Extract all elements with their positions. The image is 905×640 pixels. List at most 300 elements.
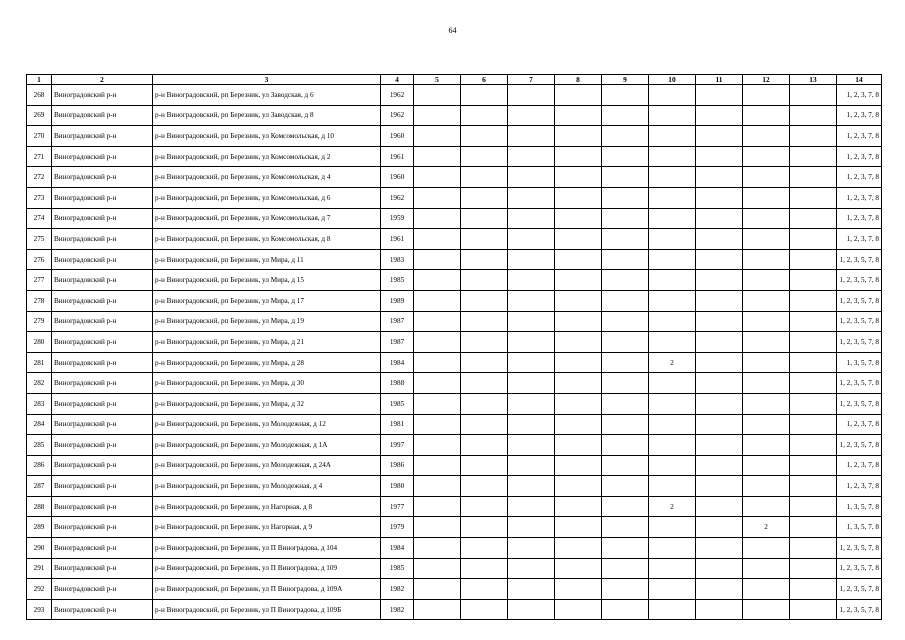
col14-cell: 1, 2, 3, 5, 7, 8 [837, 599, 882, 620]
district-cell: Виноградовский р-н [52, 579, 153, 600]
col10-cell [649, 208, 696, 229]
col8-cell [555, 311, 602, 332]
table-row [27, 229, 882, 250]
column-header-14: 14 [837, 75, 882, 85]
col7-cell [508, 249, 555, 270]
year-cell: 1985 [381, 558, 414, 579]
district-cell: Виноградовский р-н [52, 496, 153, 517]
table-row [27, 85, 882, 106]
year-cell: 1961 [381, 146, 414, 167]
col9-cell [602, 332, 649, 353]
district-cell: Виноградовский р-н [52, 476, 153, 497]
col12-cell [743, 270, 790, 291]
col10-cell [649, 126, 696, 147]
address-cell: р-н Виноградовский, рп Березник, ул Молодежная, д 12 [153, 414, 381, 435]
col12-cell [743, 435, 790, 456]
col6-cell [461, 187, 508, 208]
row-number-cell: 291 [27, 558, 52, 579]
col14-cell: 1, 2, 3, 7, 8 [837, 208, 882, 229]
col14-cell: 1, 2, 3, 5, 7, 8 [837, 579, 882, 600]
col10-cell [649, 517, 696, 538]
address-cell: р-н Виноградовский, рп Березник, ул Комсомольская, д 8 [153, 229, 381, 250]
col8-cell [555, 85, 602, 106]
column-header-12: 12 [743, 75, 790, 85]
address-cell: р-н Виноградовский, рп Березник, ул Комсомольская, д 4 [153, 167, 381, 188]
year-cell: 1959 [381, 208, 414, 229]
col8-cell [555, 208, 602, 229]
col6-cell [461, 311, 508, 332]
district-cell: Виноградовский р-н [52, 311, 153, 332]
col13-cell [790, 393, 837, 414]
col5-cell [414, 187, 461, 208]
col9-cell [602, 290, 649, 311]
col14-cell: 1, 2, 3, 7, 8 [837, 105, 882, 126]
col14-cell: 1, 2, 3, 7, 8 [837, 167, 882, 188]
col10-cell [649, 229, 696, 250]
table-row [27, 599, 882, 620]
col12-cell [743, 538, 790, 559]
col5-cell [414, 373, 461, 394]
col11-cell [696, 105, 743, 126]
row-number-cell: 282 [27, 373, 52, 394]
col9-cell [602, 105, 649, 126]
row-number-cell: 273 [27, 187, 52, 208]
col6-cell [461, 517, 508, 538]
col12-cell [743, 229, 790, 250]
col8-cell [555, 249, 602, 270]
table-row [27, 146, 882, 167]
column-header-13: 13 [790, 75, 837, 85]
address-cell: р-н Виноградовский, рп Березник, ул Мира, д 19 [153, 311, 381, 332]
col5-cell [414, 352, 461, 373]
col14-cell: 1, 2, 3, 5, 7, 8 [837, 332, 882, 353]
table-row [27, 414, 882, 435]
address-cell: р-н Виноградовский, рп Березник, ул П Виноградова, д 109А [153, 579, 381, 600]
col13-cell [790, 332, 837, 353]
col11-cell [696, 496, 743, 517]
table-row [27, 187, 882, 208]
col9-cell [602, 435, 649, 456]
district-cell: Виноградовский р-н [52, 167, 153, 188]
col8-cell [555, 105, 602, 126]
col9-cell [602, 270, 649, 291]
col7-cell [508, 373, 555, 394]
col7-cell [508, 455, 555, 476]
column-header-6: 6 [461, 75, 508, 85]
address-cell: р-н Виноградовский, рп Березник, ул Молодежная, д 4 [153, 476, 381, 497]
col12-cell [743, 599, 790, 620]
col9-cell [602, 455, 649, 476]
col9-cell [602, 496, 649, 517]
col10-cell [649, 85, 696, 106]
col6-cell [461, 496, 508, 517]
col9-cell [602, 393, 649, 414]
address-cell: р-н Виноградовский, рп Березник, ул Заводская, д 6 [153, 85, 381, 106]
address-cell: р-н Виноградовский, рп Березник, ул П Виноградова, д 104 [153, 538, 381, 559]
year-cell: 1960 [381, 167, 414, 188]
col9-cell [602, 85, 649, 106]
address-cell: р-н Виноградовский, рп Березник, ул Комсомольская, д 2 [153, 146, 381, 167]
column-header-9: 9 [602, 75, 649, 85]
table-body [27, 85, 882, 620]
col10-cell [649, 332, 696, 353]
year-cell: 1983 [381, 249, 414, 270]
col9-cell [602, 167, 649, 188]
col12-cell [743, 373, 790, 394]
address-cell: р-н Виноградовский, рп Березник, ул Мира, д 28 [153, 352, 381, 373]
address-cell: р-н Виноградовский, рп Березник, ул Комсомольская, д 7 [153, 208, 381, 229]
column-header-3: 3 [153, 75, 381, 85]
col5-cell [414, 249, 461, 270]
year-cell: 1960 [381, 126, 414, 147]
address-cell: р-н Виноградовский, рп Березник, ул Мира, д 32 [153, 393, 381, 414]
col7-cell [508, 393, 555, 414]
row-number-cell: 276 [27, 249, 52, 270]
col9-cell [602, 352, 649, 373]
col6-cell [461, 249, 508, 270]
col5-cell [414, 146, 461, 167]
table-row [27, 373, 882, 394]
district-cell: Виноградовский р-н [52, 290, 153, 311]
col9-cell [602, 187, 649, 208]
col11-cell [696, 579, 743, 600]
col12-cell [743, 455, 790, 476]
col13-cell [790, 290, 837, 311]
col11-cell [696, 393, 743, 414]
col6-cell [461, 476, 508, 497]
col11-cell [696, 352, 743, 373]
col12-cell [743, 476, 790, 497]
address-cell: р-н Виноградовский, рп Березник, ул Заводская, д 8 [153, 105, 381, 126]
table-row [27, 558, 882, 579]
district-cell: Виноградовский р-н [52, 229, 153, 250]
col12-cell [743, 393, 790, 414]
col8-cell [555, 496, 602, 517]
col12-cell [743, 558, 790, 579]
col7-cell [508, 579, 555, 600]
address-cell: р-н Виноградовский, рп Березник, ул Нагорная, д 8 [153, 496, 381, 517]
col11-cell [696, 249, 743, 270]
col5-cell [414, 496, 461, 517]
table-row [27, 393, 882, 414]
col14-cell: 1, 2, 3, 7, 8 [837, 85, 882, 106]
row-number-cell: 268 [27, 85, 52, 106]
col13-cell [790, 208, 837, 229]
col13-cell [790, 538, 837, 559]
address-cell: р-н Виноградовский, рп Березник, ул Молодежная, д 1А [153, 435, 381, 456]
col13-cell [790, 496, 837, 517]
col11-cell [696, 517, 743, 538]
col5-cell [414, 393, 461, 414]
year-cell: 1977 [381, 496, 414, 517]
col9-cell [602, 579, 649, 600]
year-cell: 1984 [381, 538, 414, 559]
col7-cell [508, 352, 555, 373]
year-cell: 1989 [381, 290, 414, 311]
col12-cell [743, 249, 790, 270]
address-cell: р-н Виноградовский, рп Березник, ул Нагорная, д 9 [153, 517, 381, 538]
col9-cell [602, 126, 649, 147]
col14-cell: 1, 2, 3, 7, 8 [837, 229, 882, 250]
col14-cell: 1, 2, 3, 5, 7, 8 [837, 290, 882, 311]
col6-cell [461, 558, 508, 579]
row-number-cell: 285 [27, 435, 52, 456]
col13-cell [790, 579, 837, 600]
col6-cell [461, 270, 508, 291]
district-cell: Виноградовский р-н [52, 105, 153, 126]
col13-cell [790, 187, 837, 208]
col13-cell [790, 352, 837, 373]
col10-cell [649, 558, 696, 579]
address-cell: р-н Виноградовский, рп Березник, ул П Виноградова, д 109 [153, 558, 381, 579]
col13-cell [790, 599, 837, 620]
col12-cell [743, 352, 790, 373]
row-number-cell: 287 [27, 476, 52, 497]
col8-cell [555, 599, 602, 620]
col13-cell [790, 146, 837, 167]
col11-cell [696, 167, 743, 188]
address-cell: р-н Виноградовский, рп Березник, ул Молодежная, д 24А [153, 455, 381, 476]
col6-cell [461, 229, 508, 250]
col8-cell [555, 476, 602, 497]
col12-cell [743, 414, 790, 435]
col10-cell [649, 249, 696, 270]
col8-cell [555, 558, 602, 579]
address-cell: р-н Виноградовский, рп Березник, ул Мира, д 30 [153, 373, 381, 394]
col11-cell [696, 435, 743, 456]
col11-cell [696, 146, 743, 167]
col14-cell: 1, 2, 3, 5, 7, 8 [837, 435, 882, 456]
col14-cell: 1, 3, 5, 7, 8 [837, 496, 882, 517]
col6-cell [461, 579, 508, 600]
column-header-7: 7 [508, 75, 555, 85]
column-header-8: 8 [555, 75, 602, 85]
col7-cell [508, 311, 555, 332]
col8-cell [555, 373, 602, 394]
col11-cell [696, 290, 743, 311]
col8-cell [555, 146, 602, 167]
district-cell: Виноградовский р-н [52, 208, 153, 229]
year-cell: 1979 [381, 517, 414, 538]
col12-cell [743, 208, 790, 229]
col5-cell [414, 538, 461, 559]
col7-cell [508, 414, 555, 435]
col10-cell [649, 146, 696, 167]
table-row [27, 496, 882, 517]
table-row [27, 352, 882, 373]
col14-cell: 1, 3, 5, 7, 8 [837, 517, 882, 538]
housing-register-table [26, 74, 882, 620]
district-cell: Виноградовский р-н [52, 599, 153, 620]
col10-cell [649, 579, 696, 600]
row-number-cell: 290 [27, 538, 52, 559]
col5-cell [414, 290, 461, 311]
col11-cell [696, 332, 743, 353]
row-number-cell: 286 [27, 455, 52, 476]
col9-cell [602, 373, 649, 394]
col11-cell [696, 208, 743, 229]
col8-cell [555, 290, 602, 311]
district-cell: Виноградовский р-н [52, 126, 153, 147]
col5-cell [414, 311, 461, 332]
col12-cell [743, 167, 790, 188]
col14-cell: 1, 2, 3, 7, 8 [837, 126, 882, 147]
col13-cell [790, 249, 837, 270]
year-cell: 1985 [381, 270, 414, 291]
row-number-cell: 278 [27, 290, 52, 311]
year-cell: 1981 [381, 414, 414, 435]
col10-cell [649, 393, 696, 414]
col7-cell [508, 476, 555, 497]
col14-cell: 1, 2, 3, 7, 8 [837, 476, 882, 497]
col11-cell [696, 476, 743, 497]
col12-cell [743, 85, 790, 106]
col6-cell [461, 105, 508, 126]
col13-cell [790, 85, 837, 106]
col14-cell: 1, 2, 3, 5, 7, 8 [837, 558, 882, 579]
col5-cell [414, 517, 461, 538]
col14-cell: 1, 2, 3, 5, 7, 8 [837, 538, 882, 559]
page-number: 64 [448, 26, 457, 35]
col13-cell [790, 435, 837, 456]
col6-cell [461, 435, 508, 456]
district-cell: Виноградовский р-н [52, 558, 153, 579]
table-row [27, 290, 882, 311]
col10-cell [649, 105, 696, 126]
col5-cell [414, 455, 461, 476]
col13-cell [790, 414, 837, 435]
col10-cell [649, 599, 696, 620]
col10-cell [649, 187, 696, 208]
col6-cell [461, 599, 508, 620]
year-cell: 1987 [381, 311, 414, 332]
address-cell: р-н Виноградовский, рп Березник, ул П Виноградова, д 109Б [153, 599, 381, 620]
row-number-cell: 280 [27, 332, 52, 353]
year-cell: 1987 [381, 332, 414, 353]
col6-cell [461, 538, 508, 559]
col7-cell [508, 538, 555, 559]
col12-cell [743, 105, 790, 126]
col6-cell [461, 146, 508, 167]
column-header-10: 10 [649, 75, 696, 85]
col10-cell [649, 373, 696, 394]
column-header-4: 4 [381, 75, 414, 85]
col7-cell [508, 558, 555, 579]
col11-cell [696, 311, 743, 332]
col14-cell: 1, 2, 3, 5, 7, 8 [837, 373, 882, 394]
col5-cell [414, 229, 461, 250]
col6-cell [461, 373, 508, 394]
col8-cell [555, 167, 602, 188]
table-row [27, 455, 882, 476]
col13-cell [790, 311, 837, 332]
col13-cell [790, 476, 837, 497]
table-row [27, 208, 882, 229]
col9-cell [602, 599, 649, 620]
col8-cell [555, 579, 602, 600]
col7-cell [508, 126, 555, 147]
col13-cell [790, 229, 837, 250]
year-cell: 1961 [381, 229, 414, 250]
col13-cell [790, 167, 837, 188]
year-cell: 1984 [381, 352, 414, 373]
col7-cell [508, 208, 555, 229]
col11-cell [696, 599, 743, 620]
col11-cell [696, 187, 743, 208]
district-cell: Виноградовский р-н [52, 455, 153, 476]
table-row [27, 105, 882, 126]
district-cell: Виноградовский р-н [52, 538, 153, 559]
district-cell: Виноградовский р-н [52, 146, 153, 167]
col6-cell [461, 126, 508, 147]
col9-cell [602, 558, 649, 579]
col11-cell [696, 85, 743, 106]
col8-cell [555, 126, 602, 147]
year-cell: 1962 [381, 85, 414, 106]
col13-cell [790, 270, 837, 291]
year-cell: 1962 [381, 105, 414, 126]
col8-cell [555, 187, 602, 208]
col8-cell [555, 517, 602, 538]
table-row [27, 311, 882, 332]
col5-cell [414, 332, 461, 353]
col9-cell [602, 146, 649, 167]
col9-cell [602, 249, 649, 270]
col14-cell: 1, 2, 3, 5, 7, 8 [837, 393, 882, 414]
col9-cell [602, 311, 649, 332]
column-header-5: 5 [414, 75, 461, 85]
district-cell: Виноградовский р-н [52, 517, 153, 538]
col5-cell [414, 167, 461, 188]
column-header-11: 11 [696, 75, 743, 85]
col12-cell [743, 496, 790, 517]
row-number-cell: 281 [27, 352, 52, 373]
col5-cell [414, 208, 461, 229]
year-cell: 1997 [381, 435, 414, 456]
year-cell: 1985 [381, 393, 414, 414]
col9-cell [602, 517, 649, 538]
row-number-cell: 279 [27, 311, 52, 332]
col7-cell [508, 270, 555, 291]
header-row [27, 75, 882, 85]
year-cell: 1986 [381, 455, 414, 476]
col13-cell [790, 105, 837, 126]
col6-cell [461, 455, 508, 476]
district-cell: Виноградовский р-н [52, 393, 153, 414]
col11-cell [696, 373, 743, 394]
col11-cell [696, 538, 743, 559]
address-cell: р-н Виноградовский, рп Березник, ул Мира, д 17 [153, 290, 381, 311]
col6-cell [461, 393, 508, 414]
col9-cell [602, 538, 649, 559]
col12-cell [743, 311, 790, 332]
col5-cell [414, 435, 461, 456]
table-row [27, 435, 882, 456]
address-cell: р-н Виноградовский, рп Березник, ул Мира, д 15 [153, 270, 381, 291]
col9-cell [602, 229, 649, 250]
district-cell: Виноградовский р-н [52, 249, 153, 270]
col11-cell [696, 270, 743, 291]
row-number-cell: 293 [27, 599, 52, 620]
col6-cell [461, 352, 508, 373]
table-row [27, 579, 882, 600]
district-cell: Виноградовский р-н [52, 414, 153, 435]
col8-cell [555, 393, 602, 414]
col10-cell [649, 414, 696, 435]
year-cell: 1988 [381, 373, 414, 394]
district-cell: Виноградовский р-н [52, 85, 153, 106]
col7-cell [508, 85, 555, 106]
